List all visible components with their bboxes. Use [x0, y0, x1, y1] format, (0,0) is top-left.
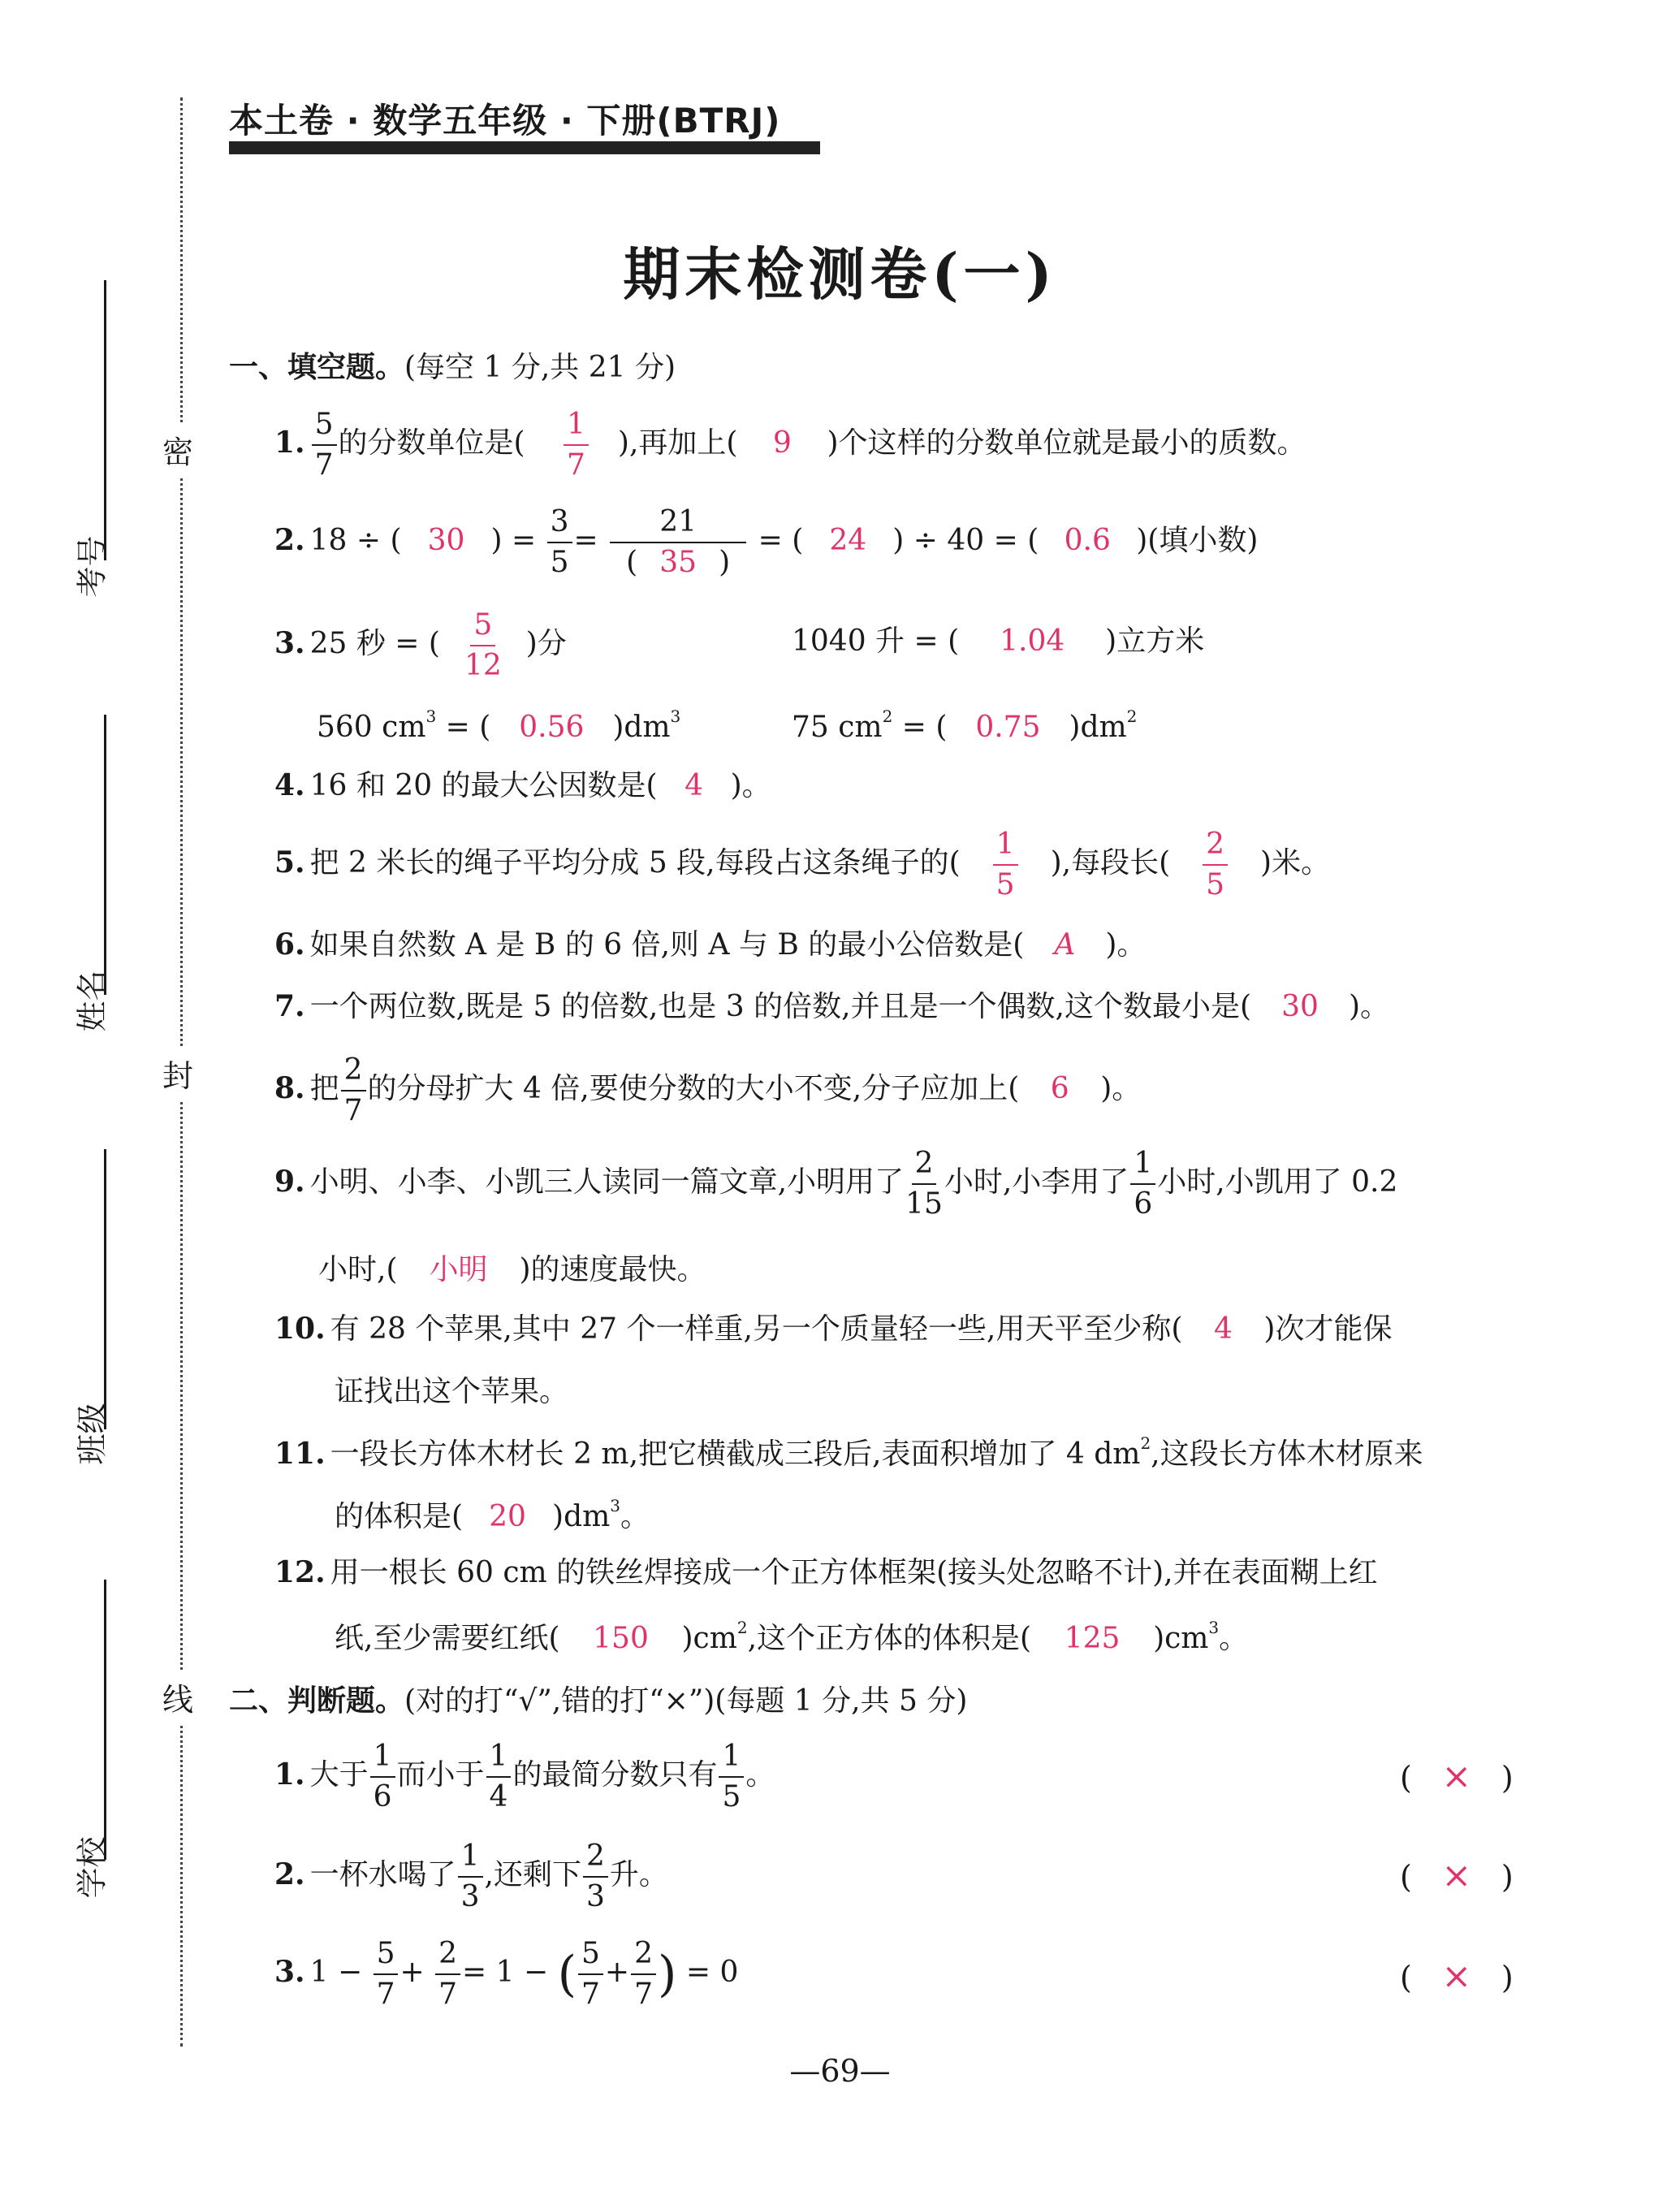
- name-line: [104, 715, 106, 995]
- s1-q7-answer: 30: [1281, 990, 1319, 1023]
- s1-q3-answer3: 0.56: [519, 711, 585, 744]
- s1-q2-answer2: 35: [659, 546, 697, 579]
- page-number: —69—: [789, 2053, 891, 2089]
- s1-q9-line2: 小时,( 小明 )的速度最快。: [318, 1253, 706, 1286]
- s1-q7: 7. 一个两位数,既是 5 的倍数,也是 3 的倍数,并且是一个偶数,这个数最小是( 30 )。: [274, 989, 1390, 1023]
- school-label: 学校: [74, 1836, 110, 1899]
- s2-q1-judge: ( × ): [1400, 1756, 1514, 1797]
- s1-q11-answer: 20: [489, 1500, 526, 1533]
- s1-q8: 8. 把 $\frac{2}{7}$ 的分母扩大 4 倍,要使分数的大小不变,分子应加上( 6 )。: [274, 1053, 1142, 1127]
- class-label: 班级: [74, 1403, 110, 1465]
- s1-q2: 2. 18 ÷ ( 30 ) = $\frac{3}{5}$ = $\frac{21}{( 35 )}$ = ( 24 ) ÷ 40 = ( 0.6 )(填小数): [274, 505, 1259, 579]
- school-line: [104, 1580, 106, 1860]
- page-title: 期末检测卷(一): [623, 240, 1057, 308]
- s1-q2-answer1: 30: [427, 524, 465, 557]
- s1-q9-answer: 小明: [429, 1253, 488, 1286]
- s1-q5-answer2: $\frac{2}{5}$: [1203, 830, 1228, 900]
- s2-q3-judge: ( × ): [1400, 1956, 1514, 1997]
- s1-q4-answer: 4: [685, 769, 704, 802]
- s1-q3-answer1: $\frac{5}{12}$: [464, 608, 502, 682]
- s1-q3-answer4: 0.75: [975, 711, 1041, 744]
- name-label: 姓名: [74, 970, 110, 1032]
- s2-q1-mark: ×: [1441, 1756, 1472, 1797]
- s2-q3-mark: ×: [1441, 1956, 1472, 1997]
- s1-q4: 4. 16 和 20 的最大公因数是( 4 )。: [274, 768, 771, 802]
- s1-q11-line1: 11. 一段长方体木材长 2 m,把它横截成三段后,表面积增加了 4 $dm^2$,这段长方体木材原来: [274, 1433, 1423, 1471]
- seal-char-mi: 密: [162, 422, 193, 477]
- s1-q3-line2a: 560 $cm^3$ = ( 0.56 )$dm^3$: [317, 707, 681, 744]
- section2-heading: 二、判断题。(对的打“√”,错的打“×”)(每题 1 分,共 5 分): [229, 1684, 968, 1718]
- s1-q3-line1b: 1040 升 = ( 1.04 )立方米: [792, 625, 1205, 658]
- s1-q12-line2: 纸,至少需要红纸( 150 )$cm^2$,这个正方体的体积是( 125 )$cm^3$。: [335, 1618, 1249, 1655]
- s1-q5: 5. 把 2 米长的绳子平均分成 5 段,每段占这条绳子的( $\frac{1}{5}$ ),每段长( $\frac{2}{5}$ )米。: [274, 828, 1331, 901]
- s1-q12-answer1: 150: [593, 1622, 649, 1655]
- s2-q2-mark: ×: [1441, 1855, 1472, 1896]
- s1-q12-answer2: 125: [1064, 1622, 1121, 1655]
- header-bar: [229, 141, 820, 154]
- seal-char-feng: 封: [162, 1046, 193, 1100]
- section1-heading: 一、填空题。(每空 1 分,共 21 分): [229, 351, 676, 384]
- s1-q10-line1: 10. 有 28 个苹果,其中 27 个一样重,另一个质量轻一些,用天平至少称( 4 )次才能保: [274, 1312, 1393, 1346]
- s1-q12-line1: 12. 用一根长 60 cm 的铁丝焊接成一个正方体框架(接头处忽略不计),并在表面糊上红: [274, 1555, 1378, 1589]
- s1-q1: 1. $\frac{5}{7}$ 的分数单位是( $\frac{1}{7}$ ),再加上( 9 )个这样的分数单位就是最小的质数。: [274, 408, 1306, 482]
- s1-q3-line1: 3. 25 秒 = ( $\frac{5}{12}$ )分: [274, 608, 567, 682]
- s1-q5-answer1: $\frac{1}{5}$: [993, 830, 1018, 900]
- s2-q1: 1. 大于 $\frac{1}{6}$ 而小于 $\frac{1}{4}$ 的最简分数只有 $\frac{1}{5}$ 。: [274, 1740, 775, 1813]
- class-line: [104, 1149, 106, 1429]
- s2-q2: 2. 一杯水喝了 $\frac{1}{3}$ ,还剩下 $\frac{2}{3}$ 升。: [274, 1839, 668, 1913]
- s1-q10-answer: 4: [1213, 1312, 1233, 1346]
- s1-q1-answer1: $\frac{1}{7}$: [564, 410, 589, 480]
- s1-q1-answer2: 9: [773, 426, 792, 460]
- s1-q3-answer2: 1.04: [1000, 625, 1065, 658]
- seal-char-xian: 线: [162, 1670, 193, 1724]
- s1-q8-answer: 6: [1050, 1072, 1069, 1105]
- s1-q6: 6. 如果自然数 A 是 B 的 6 倍,则 A 与 B 的最小公倍数是( A )。: [274, 927, 1147, 962]
- s1-q9-line1: 9. 小明、小李、小凯三人读同一篇文章,小明用了 $\frac{2}{15}$ 小时,小李用了 $\frac{1}{6}$ 小时,小凯用了 0.2: [274, 1147, 1398, 1221]
- s1-q10-line2: 证找出这个苹果。: [335, 1375, 569, 1408]
- s1-q2-answer4: 0.6: [1064, 524, 1111, 557]
- s1-q3-line2b: 75 $cm^2$ = ( 0.75 )$dm^2$: [792, 707, 1138, 744]
- s2-q2-judge: ( × ): [1400, 1855, 1514, 1896]
- s1-q6-answer: A: [1054, 928, 1076, 962]
- exam-number-line: [104, 280, 106, 560]
- s1-q11-line2: 的体积是( 20 )$dm^3$。: [335, 1496, 650, 1533]
- exam-number-label: 考号: [74, 535, 110, 598]
- s1-q2-answer3: 24: [829, 524, 867, 557]
- s2-q3: 3. 1 − $\frac{5}{7}$ + $\frac{2}{7}$ = 1 − ( $\frac{5}{7}$ + $\frac{2}{7}$ ) = 0: [274, 1937, 739, 2011]
- book-title: 本土卷 · 数学五年级 · 下册(BTRJ): [229, 101, 781, 140]
